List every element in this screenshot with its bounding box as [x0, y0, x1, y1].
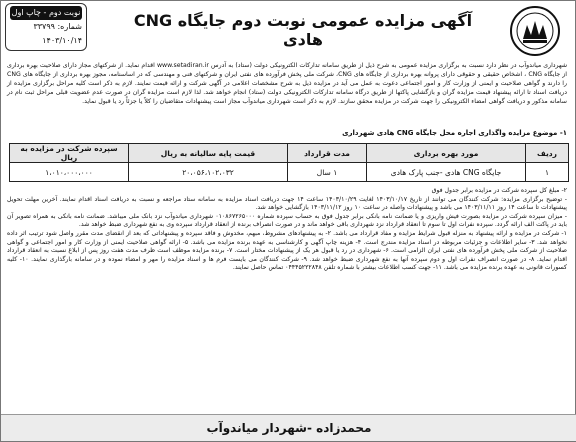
cell-row-number: ۱ — [526, 163, 569, 182]
cell-deposit: ۱،۰۱۰،۰۰۰،۰۰۰ — [10, 163, 129, 182]
header-item: مورد بهره برداری — [367, 144, 526, 163]
table-row — [10, 163, 569, 182]
cell-item: جایگاه CNG هادی -جنب پارک هادی — [367, 163, 526, 182]
paragraph-schedule: - توضیح برگزاری مزایده: شرکت کنندگان می توانند از تاریخ ۱۴۰۳/۱۰/۱۷ لغایت ۱۴۰۳/۱۰/۲۹ ساعت ۱۴ جهت دریافت اسناد مزایده به سامانه ستاد مراجعه و نسبت به دریافت اسناد اقدام نمایند. آخرین مهلت تحویل پیشنهادات تا ساعت ۱۴ روز ۱۴۰۳/۱۱/۱۱ می باشد و پیشنهادات واصله در ساعت ۱۰ روز ۱۴۰۳/۱۱/۱۲ بازگشایی خواهد شد. — [7, 195, 567, 212]
paragraph-deposit-total: ۲- مبلغ کل سپرده شرکت در مزایده برابر جدول فوق — [431, 187, 567, 194]
cell-base-price: ۲۰،۰۵۶،۱۰۲،۰۳۲ — [129, 163, 288, 182]
cell-term: ۱ سال — [288, 163, 367, 182]
stamp-line-2: شماره: ۳۳۷۹۹ — [33, 22, 82, 31]
paragraph-conditions: ۱- شرکت در مزایده و ارائه پیشنهاد به منزله قبول شرایط مزایده و مفاد قرارداد می باشد. ۲- به پیشنهادهای مشروط، مبهم، مخدوش و فاقد سپرده و پیشنهاداتی که بعد از انقضای مدت مقرر واصل شود ترتیب اثر داده نخواهد شد. ۳- سایر اطلاعات و جزئیات مربوطه در اسناد مزایده مندرج است. ۴- هزینه چاپ آگهی و کارشناسی به عهده برنده مزایده می باشد. ۵- ارائه گواهی صلاحیت ایمنی از وزارت کار و امور اجتماعی و گواهی صلاحیت از شرکت ملی پخش فرآورده های نفتی ایران الزامی است. ۶- شهرداری در رد یا قبول هر یک از پیشنهادات مختار است. ۷- برنده مزایده موظف است ظرف مدت هفت روز پس از ابلاغ نسبت به انعقاد قرارداد اقدام نماید. ۸- در صورت انصراف نفرات اول و دوم سپرده آنها به نفع شهرداری ضبط خواهد شد. ۹- شرکت کنندگان می بایست فرم ها و اسناد مزایده را مهر و امضاء نموده و در سامانه بارگذاری نمایند. ۱۰- کلیه کسورات قانونی به عهده برنده مزایده می باشد. ۱۱- جهت کسب اطلاعات بیشتر با شماره تلفن ۰۴۴۴۵۲۲۲۸۴۸ تماس حاصل نمایند. — [7, 229, 567, 272]
header-base-price: قیمت پایه سالیانه به ریال — [129, 144, 288, 163]
announcement-title: آگهی مزایده عمومی نوبت دوم جایگاه CNG هادی — [133, 11, 473, 49]
header-term: مدت قرارداد — [288, 144, 367, 163]
stamp-line-1: نوبت دوم - چاپ اول — [10, 6, 82, 20]
header — [1, 1, 576, 61]
publication-stamp — [5, 3, 87, 51]
auction-table — [9, 143, 569, 182]
auction-subject: ۱- موضوع مزایده واگذاری اجاره محل جایگاه CNG هادی شهرداری — [342, 129, 567, 137]
table-header-row — [10, 144, 569, 163]
municipality-logo-icon — [509, 5, 561, 57]
stamp-line-3: ۱۴۰۳/۱۰/۱۴ — [42, 36, 82, 45]
header-row-number: ردیف — [526, 144, 569, 163]
signature-footer: محمدزاده -شهردار میاندوآب — [1, 414, 576, 441]
header-deposit: سپرده شرکت در مزایده به ریال — [10, 144, 129, 163]
paragraph-deposit-method: - میزان سپرده شرکت در مزایده بصورت فیش واریزی و یا ضمانت نامه بانکی برابر جدول فوق به حساب سپرده شماره ۰۱۰۸۶۷۲۶۵۰۰۰ شهرداری میاندوآب نزد بانک ملی میباشد. ضمانت نامه بانکی به همراه تصویر آن باید در پاکت الف ارائه گردد. سپرده نفرات اول تا سوم تا انعقاد قرارداد نزد شهرداری باقی خواهد ماند و در صورت انصراف برنده از انعقاد قرارداد سپرده وی به نفع شهرداری ضبط خواهد شد. — [7, 212, 567, 229]
intro-paragraph: شهرداری میاندوآب در نظر دارد نسبت به برگزاری مزایده عمومی به شرح ذیل از طریق سامانه تدارکات الکترونیکی دولت (ستاد) به آدرس www.setadiran.ir اقدام نماید. از شرکتهای مجاز دارای صلاحیت بهره برداری از جایگاه CNG ، اشخاص حقیقی و حقوقی دارای پروانه بهره برداری از جایگاه های CNG، شرکت ملی پخش فرآورده های نفتی ایران و شرکتهای فنی و مهندسی که در اساسنامه، مجوز بهره برداری از جایگاه های CNG را دارند و گواهی صلاحیت و ایمنی از وزارت کار و امور اجتماعی دعوت به عمل می آید در مزایده ذیل به شرح مشخصات اعلامی در آگهی شرکت و ارائه قیمت نمایند. لازم به ذکر است کلیه مراحل برگزاری مزایده از دریافت اسناد تا ارائه پیشنهاد قیمت مزایده گران و بازگشایی پاکتها از طریق درگاه سامانه تدارکات الکترونیکی دولت (ستاد) انجام خواهد شد. لذا لازم است مزایده گران در صورت عدم عضویت قبلی مراحل ثبت نام در سامانه مذکور و دریافت گواهی امضاء الکترونیکی را جهت شرکت در مزایده محقق سازند. لازم به ذکر است شهرداری میاندوآب مجاز است پیشنهادات متقاضیان را کلاً یا جزئاً رد یا قبول نماید. — [7, 62, 568, 105]
terms-body — [7, 187, 567, 273]
